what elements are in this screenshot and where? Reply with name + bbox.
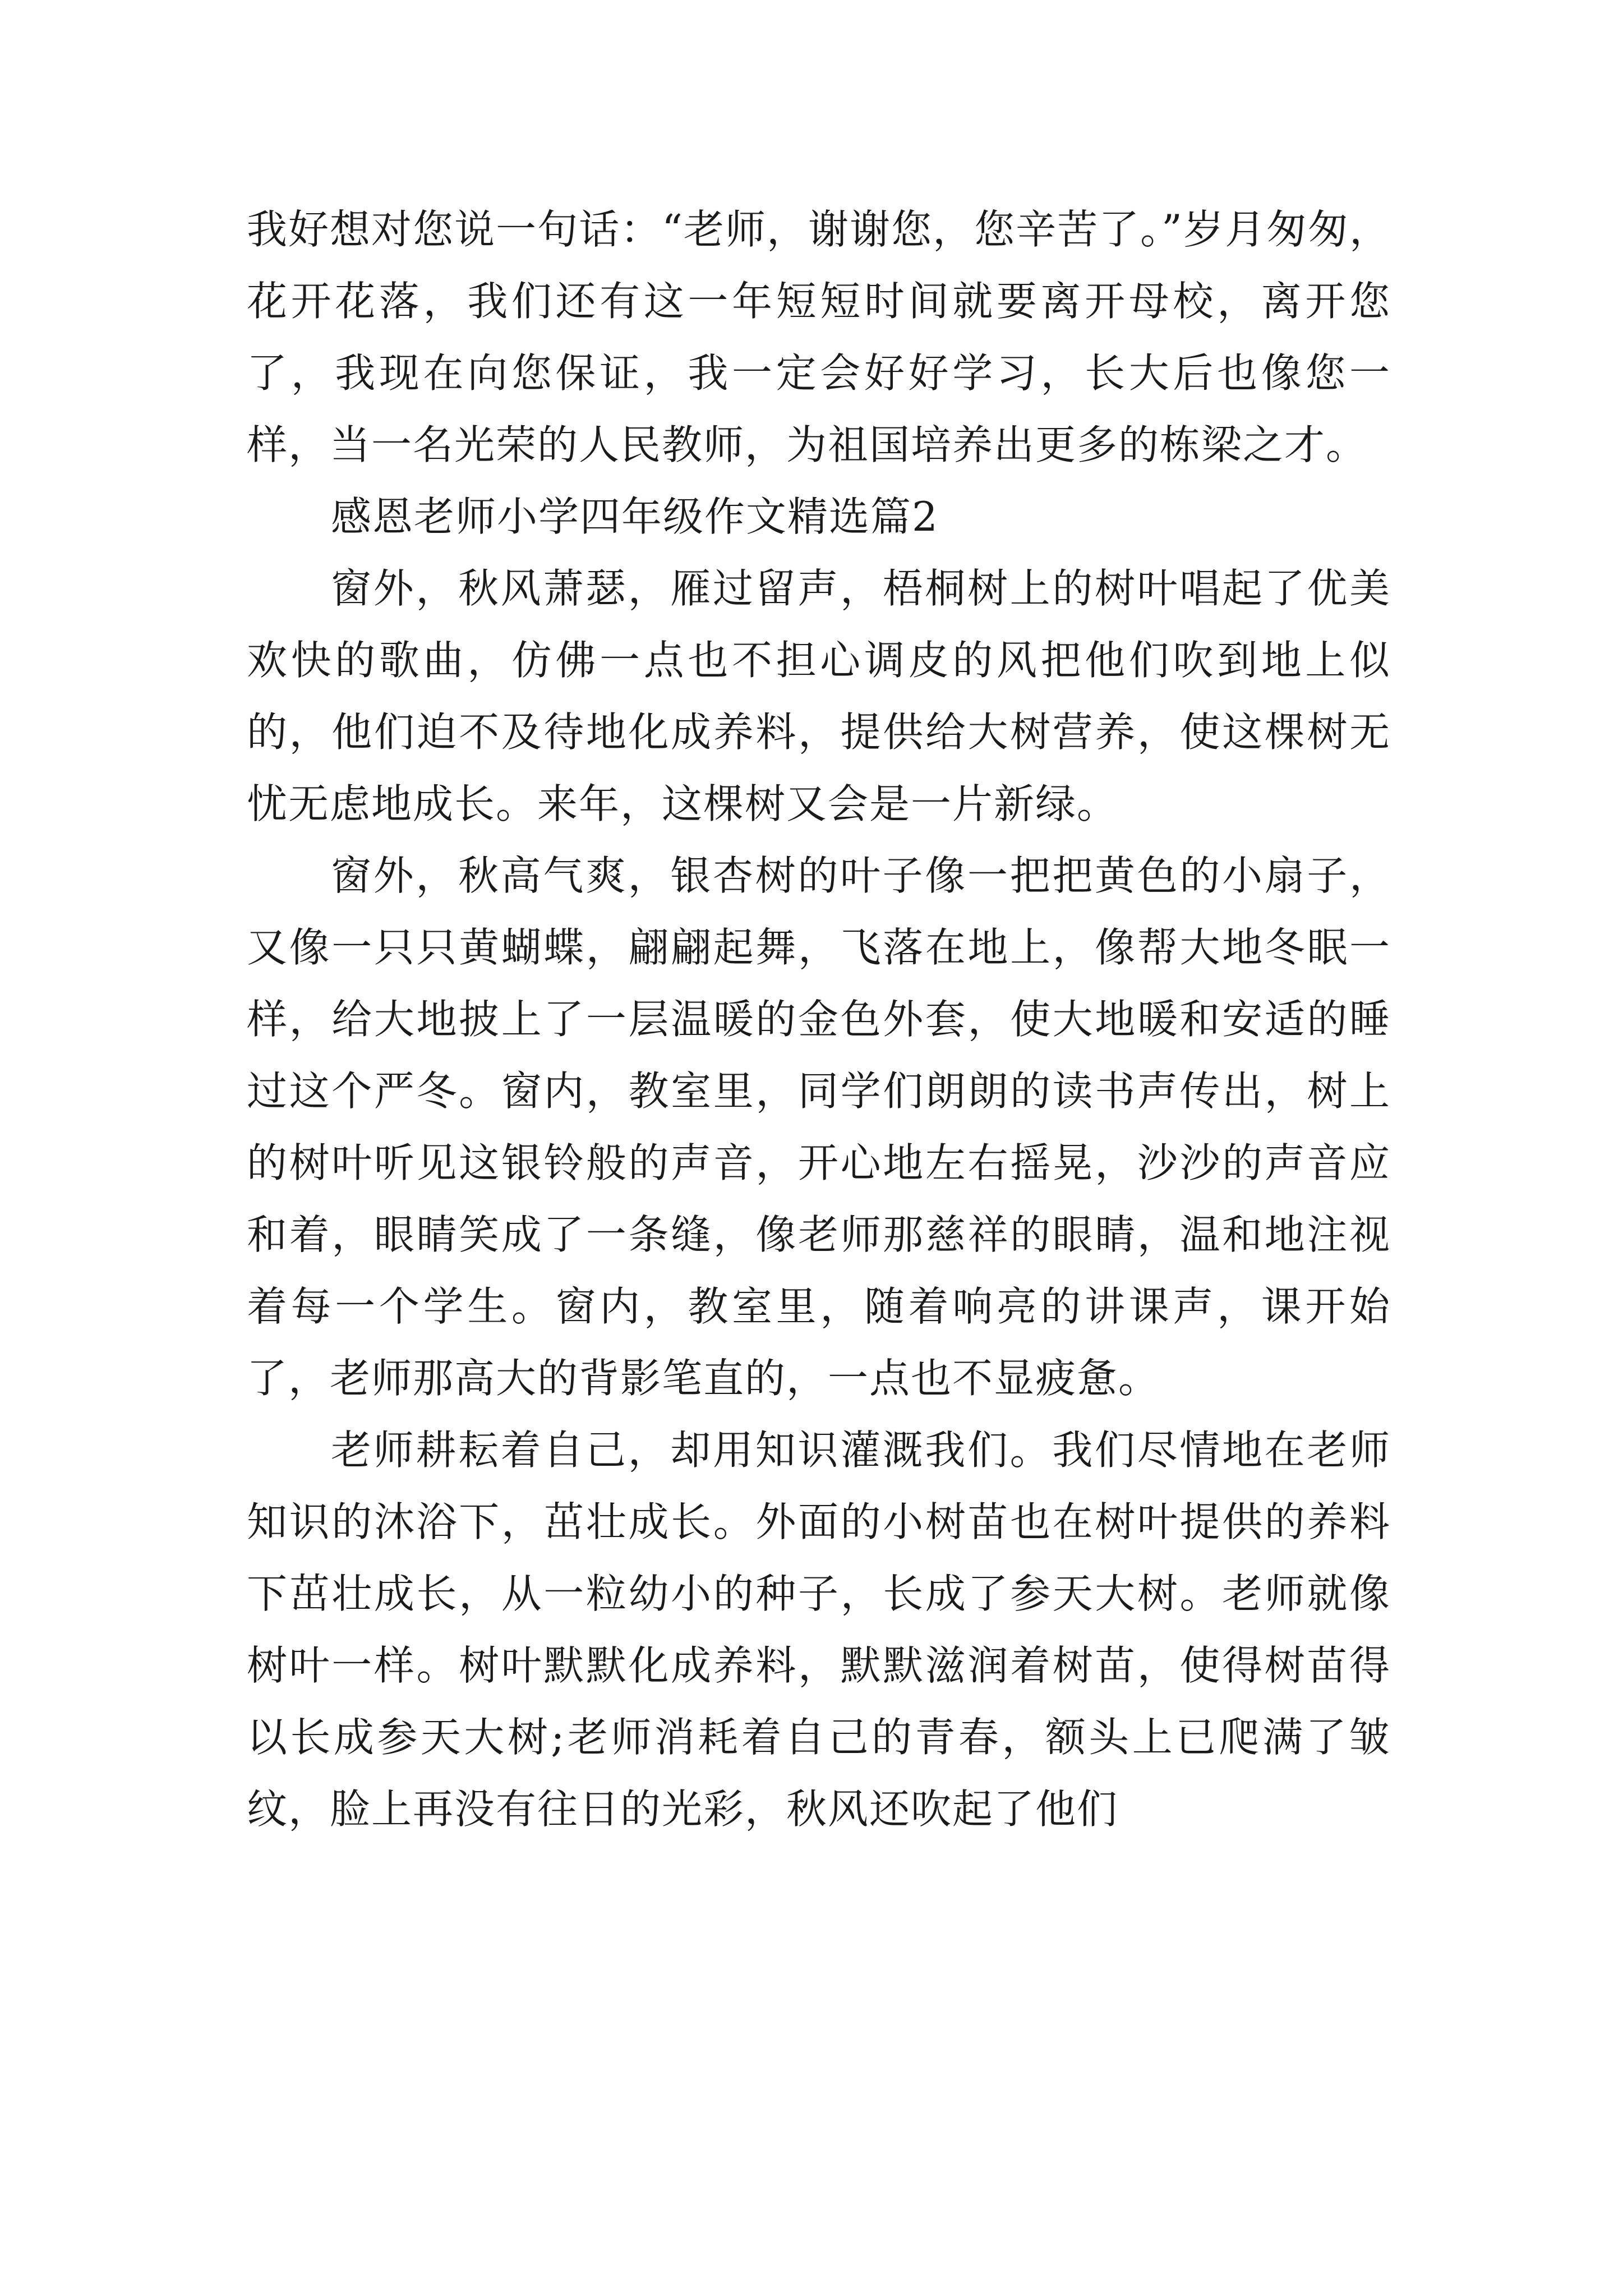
paragraph-ginkgo: 窗外，秋高气爽，银杏树的叶子像一把把黄色的小扇子，又像一只只黄蝴蝶，翩翩起舞，飞落在地上，像帮大地冬眠一样，给大地披上了一层温暖的金色外套，使大地暖和安适的睡过这个严冬。窗内，教室里，同学们朗朗的读书声传出，树上的树叶听见这银铃般的声音，开心地左右摇晃，沙沙的声音应和着，眼睛笑成了一条缝，像老师那慈祥的眼睛，温和地注视着每一个学生。窗内，教室里，随着响亮的讲课声，课开始了，老师那高大的背影笔直的，一点也不显疲惫。: [247, 852, 1391, 1402]
paragraph-autumn-wind: 窗外，秋风萧瑟，雁过留声，梧桐树上的树叶唱起了优美欢快的歌曲，仿佛一点也不担心调皮的风把他们吹到地上似的，他们迫不及待地化成养料，提供给大树营养，使这棵树无忧无虑地成长。来年，这棵树又会是一片新绿。: [247, 565, 1391, 827]
paragraph-teacher: 老师耕耘着自己，却用知识灌溉我们。我们尽情地在老师知识的沐浴下，茁壮成长。外面的小树苗也在树叶提供的养料下茁壮成长，从一粒幼小的种子，长成了参天大树。老师就像树叶一样。树叶默默化成养料，默默滋润着树苗，使得树苗得以长成参天大树;老师消耗着自己的青春，额头上已爬满了皱纹，脸上再没有往日的光彩，秋风还吹起了他们: [247, 1427, 1391, 1833]
section-heading: 感恩老师小学四年级作文精选篇2: [331, 493, 939, 540]
paragraph-continuation: 我好想对您说一句话：“老师，谢谢您，您辛苦了。”岁月匆匆，花开花落，我们还有这一年短短时间就要离开母校，离开您了，我现在向您保证，我一定会好好学习，长大后也像您一样，当一名光荣的人民教师，为祖国培养出更多的栋梁之才。: [247, 206, 1391, 468]
document-page: [247, 194, 1391, 1845]
